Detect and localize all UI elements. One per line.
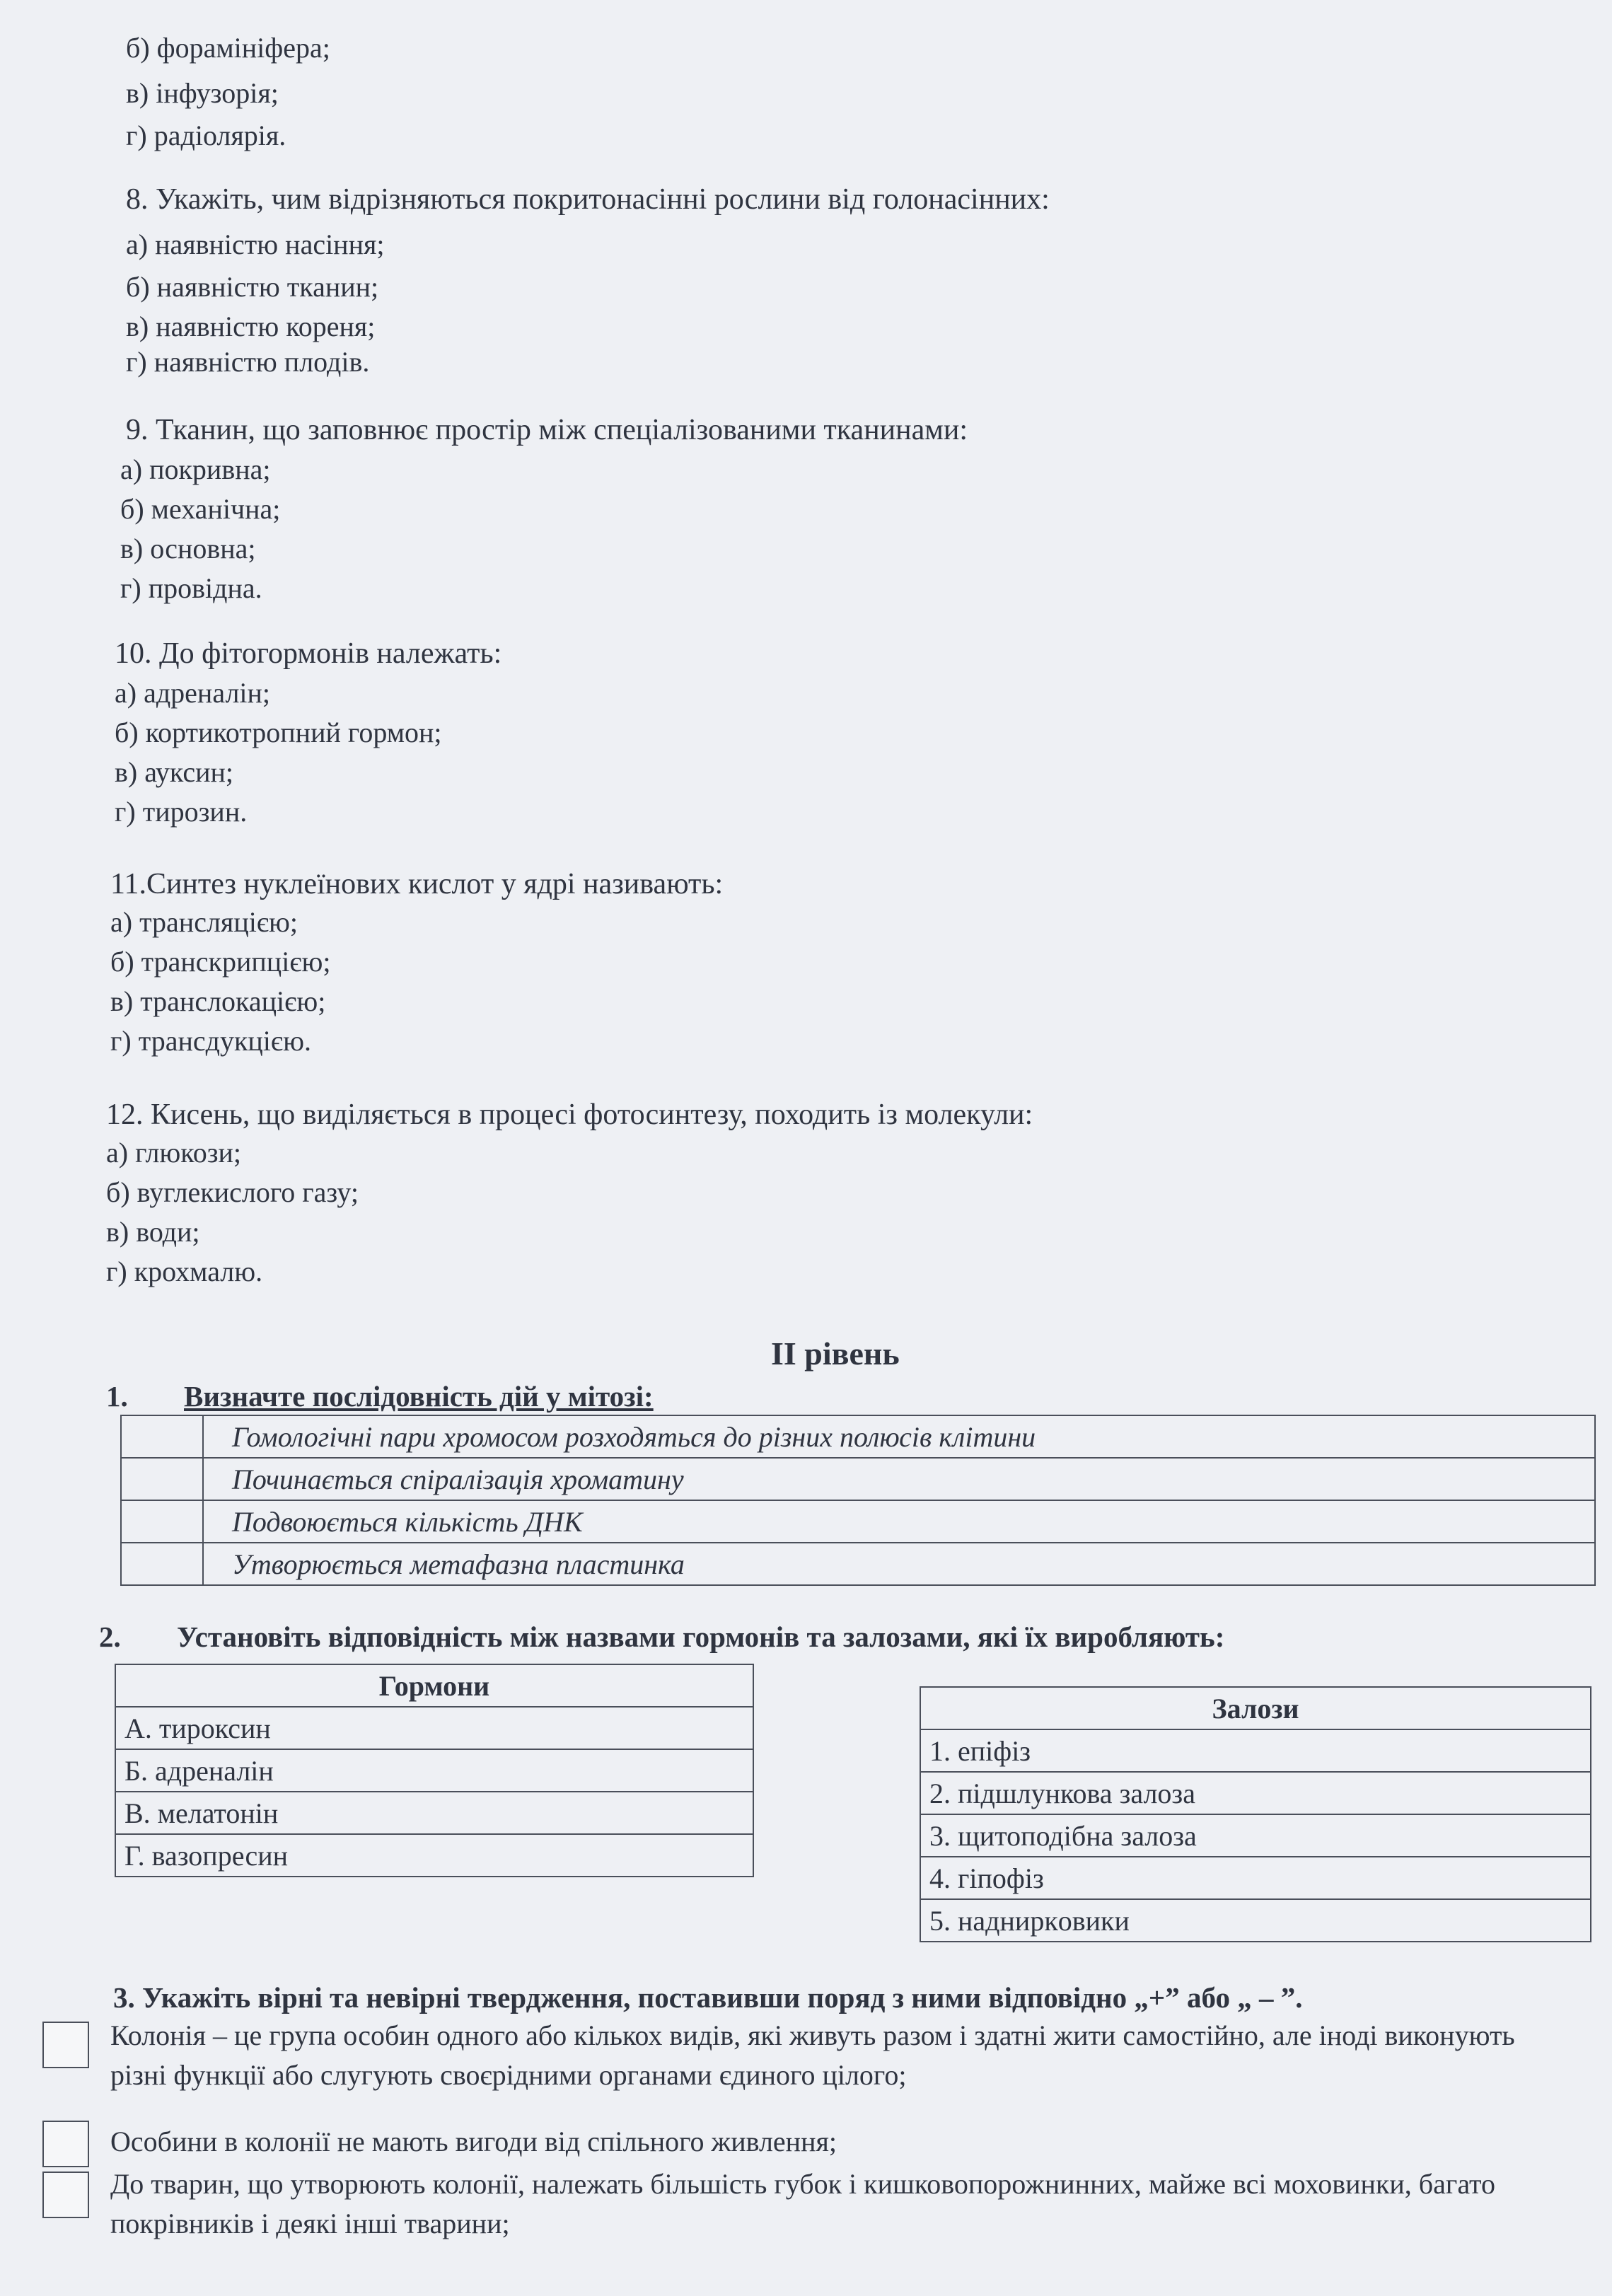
q8-option-c: в) наявністю кореня; [126,311,376,342]
q10-option-d: г) тирозин. [115,796,248,828]
q11-option-c: в) транслокацією; [110,985,326,1017]
q10-option-b: б) кортикотропний гормон; [115,717,442,748]
hormone-item: А. тироксин [115,1707,753,1749]
q9-option-d: г) провідна. [120,572,262,604]
sequence-step: Утворюється метафазна пластинка [203,1543,1595,1585]
table-row [121,1415,1595,1458]
task3-title: 3. Укажіть вірні та невірні твердження, поставивши поряд з ними відповідно „+” або „ – ”. [113,1981,1303,2014]
level-2-heading: ІІ рівень [771,1335,900,1372]
gland-item: 4. гіпофіз [920,1857,1591,1899]
q11-question: 11.Синтез нуклеїнових кислот у ядрі називають: [110,868,724,900]
task2-title: Установіть відповідність між назвами гормонів та залозами, які їх виробляють: [177,1620,1225,1653]
table-row [115,1707,753,1749]
sequence-answer-cell[interactable] [121,1458,203,1500]
table-row [115,1749,753,1792]
glands-table [920,1686,1591,1942]
gland-item: 3. щитоподібна залоза [920,1814,1591,1857]
sequence-answer-cell[interactable] [121,1500,203,1543]
q8-option-b: б) наявністю тканин; [126,271,379,303]
glands-header: Залози [920,1687,1591,1729]
table-row [121,1458,1595,1500]
statement-3-checkbox[interactable] [42,2172,89,2218]
sequence-answer-cell[interactable] [121,1543,203,1585]
table-row [115,1834,753,1877]
q9-question: 9. Тканин, що заповнює простір між спеціалізованими тканинами: [126,414,968,446]
table-row [121,1500,1595,1543]
table-row [920,1857,1591,1899]
task2-number: 2. [99,1620,121,1653]
q11-option-b: б) транскрипцією; [110,946,331,978]
hormone-item: Г. вазопресин [115,1834,753,1877]
q12-option-c: в) води; [106,1216,200,1248]
q9-option-c: в) основна; [120,533,256,564]
q10-option-c: в) ауксин; [115,756,234,788]
q12-option-d: г) крохмалю. [106,1256,263,1287]
q7-option-b: б) форамініфера; [126,32,330,64]
q9-option-a: а) покривна; [120,453,271,485]
q8-option-d: г) наявністю плодів. [126,346,370,378]
hormone-item: Б. адреналін [115,1749,753,1792]
q10-question: 10. До фітогормонів належать: [115,637,502,670]
hormones-header: Гормони [115,1664,753,1707]
table-row [920,1729,1591,1772]
sequence-answer-cell[interactable] [121,1415,203,1458]
table-row [121,1543,1595,1585]
q12-option-b: б) вуглекислого газу; [106,1176,359,1208]
statement-3-text: До тварин, що утворюють колонії, належать більшість губок і кишковопорожнинних, майже всі моховинки, багато покрівників і деякі інші тварини; [110,2168,1495,2239]
q8-option-a: а) наявністю насіння; [126,228,385,260]
q9-option-b: б) механічна; [120,493,281,525]
task1-title: Визначте послідовність дій у мітозі: [184,1380,654,1413]
q12-option-a: а) глюкози; [106,1137,242,1169]
statement-1-text: Колонія – це група особин одного або кількох видів, які живуть разом і здатні жити самостійно, але іноді виконують різні функції або слугують своєрідними органами єдиного цілого; [110,2019,1515,2091]
table-row [115,1792,753,1834]
sequence-step: Гомологічні пари хромосом розходяться до різних полюсів клітини [203,1415,1595,1458]
statement-2-text: Особини в колонії не мають вигоди від спільного живлення; [110,2126,837,2157]
statement-1-checkbox[interactable] [42,2022,89,2068]
gland-item: 5. надниркoвики [920,1899,1591,1942]
statement-2-checkbox[interactable] [42,2121,89,2167]
sequence-step: Подвоюється кількість ДНК [203,1500,1595,1543]
gland-item: 2. підшлункова залоза [920,1772,1591,1814]
task1-number: 1. [106,1380,128,1413]
table-row [920,1814,1591,1857]
q7-option-c: в) інфузорія; [126,77,279,109]
q11-option-d: г) трансдукцією. [110,1025,311,1057]
q8-question: 8. Укажіть, чим відрізняються покритонасінні рослини від голонасінних: [126,183,1050,216]
hormones-table [115,1664,754,1877]
mitosis-sequence-table [120,1415,1596,1586]
hormone-item: В. мелатонін [115,1792,753,1834]
q10-option-a: а) адреналін; [115,677,271,709]
q11-option-a: а) трансляцією; [110,906,298,938]
table-row [920,1899,1591,1942]
table-row [920,1772,1591,1814]
sequence-step: Починається спіралізація хроматину [203,1458,1595,1500]
q12-question: 12. Кисень, що виділяється в процесі фотосинтезу, походить із молекули: [106,1098,1033,1131]
gland-item: 1. епіфіз [920,1729,1591,1772]
q7-option-d: г) радіолярія. [126,120,286,151]
